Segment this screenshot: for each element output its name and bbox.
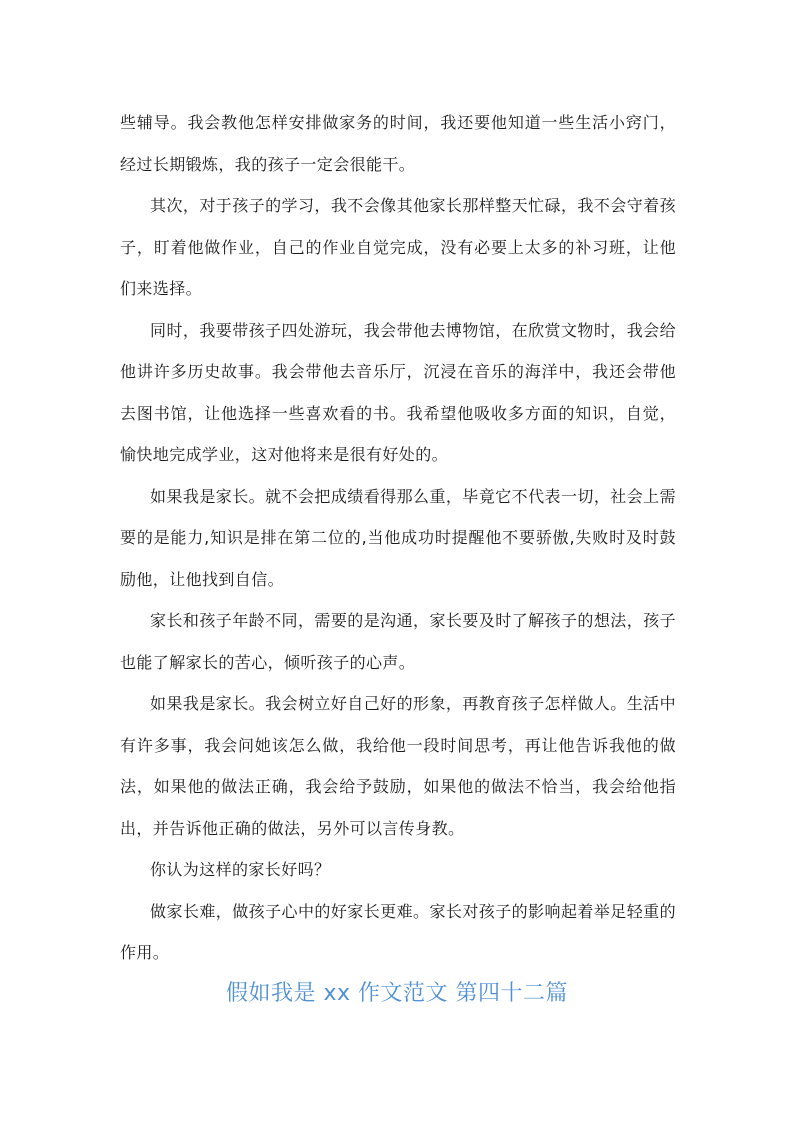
paragraph-2: 其次，对于孩子的学习，我不会像其他家长那样整天忙碌，我不会守着孩子，盯着他做作业，自己的作业自觉完成，没有必要上太多的补习班，让他们来选择。 [120,196,676,298]
paragraph-8: 做家长难，做孩子心中的好家长更难。家长对孩子的影响起着举足轻重的作用。 [120,901,676,962]
paragraph-6: 如果我是家长。我会树立好自己好的形象，再教育孩子怎样做人。生活中有许多事，我会问她该怎么做，我给他一段时间思考，再让他告诉我他的做法，如果他的做法正确，我会给予鼓励，如果他的做法不恰当，我会给他指出，并告诉他正确的做法，另外可以言传身教。 [120,694,676,838]
paragraph-5: 家长和孩子年龄不同，需要的是沟通，家长要及时了解孩子的想法，孩子也能了解家长的苦心，倾听孩子的心声。 [120,611,676,672]
essay-body [120,102,676,974]
paragraph-1: 些辅导。我会教他怎样安排做家务的时间，我还要他知道一些生活小窍门，经过长期锻炼，我的孩子一定会很能干。 [120,113,676,174]
section-heading: 假如我是 xx 作文范文 第四十二篇 [225,981,569,1006]
paragraph-3: 同时，我要带孩子四处游玩，我会带他去博物馆，在欣赏文物时，我会给他讲许多历史故事。我会带他去音乐厅，沉浸在音乐的海洋中，我还会带他去图书馆，让他选择一些喜欢看的书。我希望他吸收多方面的知识，自觉，愉快地完成学业，这对他将来是很有好处的。 [120,320,676,464]
paragraph-7: 你认为这样的家长好吗？ [150,860,331,879]
paragraph-4: 如果我是家长。就不会把成绩看得那么重，毕竟它不代表一切，社会上需要的是能力,知识是排在第二位的,当他成功时提醒他不要骄傲,失败时及时鼓励他，让他找到自信。 [120,486,676,589]
